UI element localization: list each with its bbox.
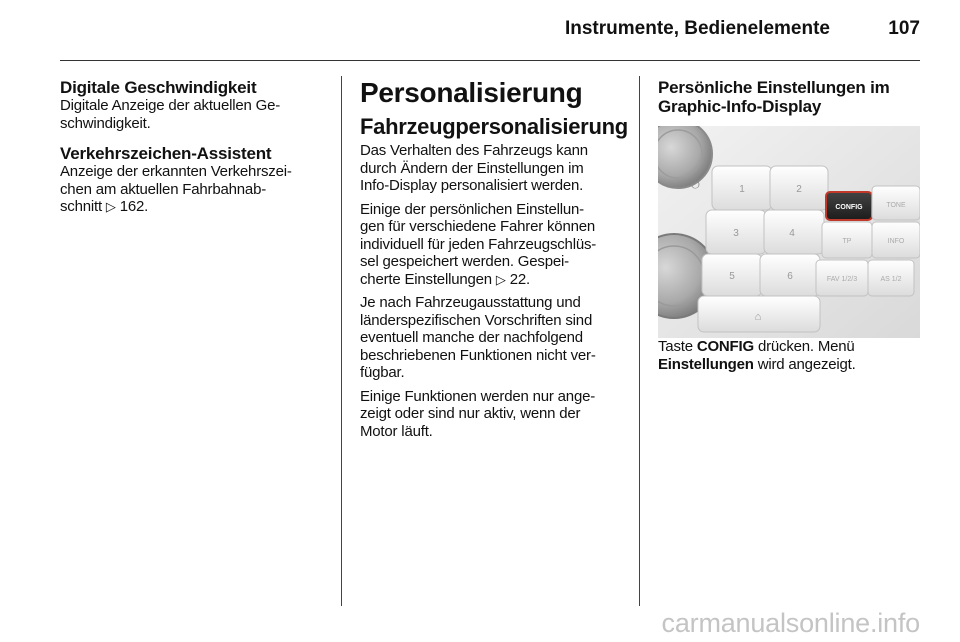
heading-line: Graphic-Info-Display bbox=[658, 97, 822, 116]
text-line: durch Ändern der Einstellungen im bbox=[360, 159, 584, 177]
text-line: Einige Funktionen werden nur ange- bbox=[360, 387, 596, 405]
caption-text: wird angezeigt. bbox=[757, 355, 856, 373]
caption-text: Taste bbox=[658, 338, 693, 355]
column-left bbox=[60, 78, 322, 222]
text-line: Anzeige der erkannten Verkehrszei- bbox=[60, 163, 292, 180]
text-line: schnitt bbox=[60, 198, 102, 215]
text-line: Info-Display personalisiert werden. bbox=[360, 177, 584, 194]
caption-text: drücken. Menü bbox=[757, 338, 855, 355]
text-line: fügbar. bbox=[360, 364, 405, 381]
section-heading-traffic-sign-assistant: Verkehrszeichen-Assistent bbox=[60, 144, 272, 163]
home-icon: ⌂ bbox=[754, 311, 762, 323]
text-line: schwindigkeit. bbox=[60, 114, 151, 132]
digital-speed-text bbox=[60, 97, 322, 132]
header-rule bbox=[60, 60, 920, 61]
text-line: gen für verschiedene Fahrer können bbox=[360, 218, 596, 235]
text-line: Digitale Anzeige der aktuellen Ge- bbox=[60, 97, 281, 114]
text-line: länderspezifischen Vorschriften sind bbox=[360, 311, 593, 329]
key-label: 5 bbox=[729, 271, 735, 282]
heading-line: Persönliche Einstellungen im bbox=[658, 78, 890, 97]
text-line: Motor läuft. bbox=[360, 422, 433, 440]
info-button-label: INFO bbox=[887, 238, 905, 245]
column-middle bbox=[360, 77, 628, 446]
section-heading-digital-speed: Digitale Geschwindigkeit bbox=[60, 78, 257, 97]
paragraph-2 bbox=[360, 201, 622, 289]
tp-button-label: TP bbox=[842, 238, 852, 245]
header-title: Instrumente, Bedienelemente bbox=[564, 18, 830, 39]
control-panel-photo bbox=[658, 126, 920, 338]
page-reference-link[interactable]: 162. bbox=[119, 198, 149, 215]
photo-caption bbox=[658, 338, 920, 373]
text-line: cherte Einstellungen bbox=[360, 270, 492, 288]
fav-button-label: FAV 1/2/3 bbox=[826, 276, 858, 283]
tone-button-label: TONE bbox=[886, 202, 906, 209]
text-line: eventuell manche der nachfolgend bbox=[360, 329, 583, 346]
text-line: Das Verhalten des Fahrzeugs kann bbox=[360, 142, 588, 159]
caption-button-name: CONFIG bbox=[696, 338, 754, 355]
text-line: chen am aktuellen Fahrbahnab- bbox=[60, 180, 267, 198]
paragraph-3 bbox=[360, 294, 622, 382]
text-line: sel gespeichert werden. Gespei- bbox=[360, 253, 569, 270]
power-icon: ⏻ bbox=[691, 178, 700, 191]
text-line: beschriebenen Funktionen nicht ver- bbox=[360, 346, 596, 364]
text-line: Einige der persönlichen Einstellun- bbox=[360, 200, 584, 218]
page-reference-link[interactable]: 22. bbox=[509, 270, 530, 288]
section-subtitle: Fahrzeugpersonalisierung bbox=[360, 114, 628, 139]
column-divider-right bbox=[639, 76, 640, 606]
config-button-label: CONFIG bbox=[835, 204, 863, 211]
chapter-title: Personalisierung bbox=[360, 77, 583, 108]
triangle-arrow-icon: ▷ bbox=[105, 199, 116, 214]
traffic-sign-text bbox=[60, 163, 322, 216]
key-label: 1 bbox=[739, 184, 745, 195]
key-label: 6 bbox=[787, 271, 793, 282]
section-heading-personal-settings bbox=[658, 78, 920, 116]
column-right bbox=[658, 78, 920, 379]
key-label: 4 bbox=[789, 228, 795, 239]
control-panel-illustration bbox=[658, 126, 920, 338]
text-line: individuell für jeden Fahrzeugschlüs- bbox=[360, 235, 597, 253]
triangle-arrow-icon: ▷ bbox=[495, 271, 506, 287]
paragraph-4 bbox=[360, 388, 622, 441]
paragraph-1 bbox=[360, 142, 622, 195]
column-divider-left bbox=[341, 76, 342, 606]
page-number: 107 bbox=[888, 18, 920, 39]
text-line: zeigt oder sind nur aktiv, wenn der bbox=[360, 405, 581, 422]
key-label: 3 bbox=[733, 228, 739, 239]
as-button-label: AS 1/2 bbox=[880, 276, 902, 283]
key-label: 2 bbox=[796, 184, 802, 195]
text-line: Je nach Fahrzeugausstattung und bbox=[360, 294, 581, 311]
caption-menu-name: Einstellungen bbox=[658, 355, 754, 373]
watermark: carmanualsonline.info bbox=[661, 608, 920, 638]
